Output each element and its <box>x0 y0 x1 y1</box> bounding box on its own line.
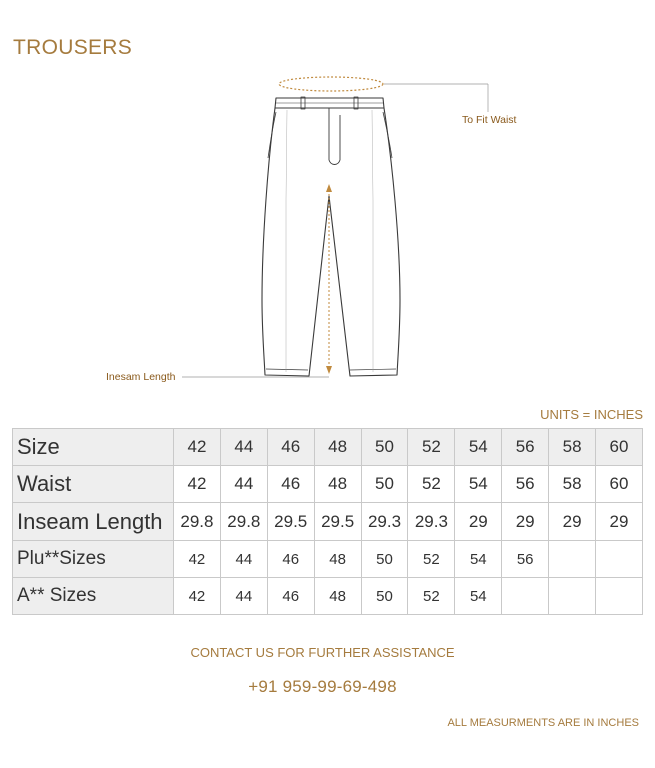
table-cell: 58 <box>549 466 596 503</box>
table-cell <box>596 578 643 615</box>
table-cell: 44 <box>220 429 267 466</box>
table-cell: 29 <box>549 503 596 541</box>
table-cell: 54 <box>455 429 502 466</box>
units-label: UNITS = INCHES <box>540 407 643 422</box>
row-label: A** Sizes <box>13 578 174 615</box>
page-title: TROUSERS <box>13 36 133 59</box>
table-cell: 48 <box>314 541 361 578</box>
table-cell <box>549 578 596 615</box>
table-cell: 46 <box>267 466 314 503</box>
table-cell: 56 <box>502 466 549 503</box>
size-chart-table <box>12 428 643 615</box>
table-cell: 29 <box>596 503 643 541</box>
waist-measure-ellipse <box>279 77 383 91</box>
table-cell: 52 <box>408 429 455 466</box>
inseam-label: Inesam Length <box>106 371 176 383</box>
table-cell: 29.5 <box>267 503 314 541</box>
table-cell: 52 <box>408 466 455 503</box>
table-cell: 54 <box>455 541 502 578</box>
table-cell: 48 <box>314 578 361 615</box>
row-label: Size <box>13 429 174 466</box>
table-cell: 60 <box>596 429 643 466</box>
table-cell: 42 <box>174 429 221 466</box>
table-cell: 50 <box>361 429 408 466</box>
contact-text: CONTACT US FOR FURTHER ASSISTANCE <box>190 645 455 660</box>
table-cell: 42 <box>174 466 221 503</box>
table-cell: 44 <box>220 541 267 578</box>
table-cell: 42 <box>174 541 221 578</box>
table-cell: 29.3 <box>361 503 408 541</box>
table-cell: 52 <box>408 578 455 615</box>
table-row-plus-sizes <box>13 541 643 578</box>
table-cell: 29.8 <box>220 503 267 541</box>
table-cell: 29.3 <box>408 503 455 541</box>
table-cell: 52 <box>408 541 455 578</box>
table-cell: 56 <box>502 541 549 578</box>
table-cell: 58 <box>549 429 596 466</box>
row-label: Inseam Length <box>13 503 174 541</box>
table-row-inseam <box>13 503 643 541</box>
table-cell: 46 <box>267 541 314 578</box>
table-cell: 44 <box>220 466 267 503</box>
table-cell: 29 <box>502 503 549 541</box>
row-label: Waist <box>13 466 174 503</box>
table-cell: 29.5 <box>314 503 361 541</box>
waist-label: To Fit Waist <box>462 114 517 126</box>
row-label: Plu**Sizes <box>13 541 174 578</box>
table-row-waist <box>13 466 643 503</box>
table-cell: 50 <box>361 466 408 503</box>
table-cell: 46 <box>267 429 314 466</box>
table-row-a-sizes <box>13 578 643 615</box>
table-cell: 29 <box>455 503 502 541</box>
table-cell: 50 <box>361 578 408 615</box>
table-cell: 46 <box>267 578 314 615</box>
table-cell: 54 <box>455 466 502 503</box>
table-cell: 42 <box>174 578 221 615</box>
table-cell: 44 <box>220 578 267 615</box>
table-cell <box>596 541 643 578</box>
table-cell: 29.8 <box>174 503 221 541</box>
footer-note: ALL MEASURMENTS ARE IN INCHES <box>447 717 639 729</box>
table-cell: 50 <box>361 541 408 578</box>
table-cell: 54 <box>455 578 502 615</box>
trousers-icon <box>262 97 400 376</box>
table-cell: 48 <box>314 429 361 466</box>
table-cell: 48 <box>314 466 361 503</box>
table-cell <box>502 578 549 615</box>
table-row-size <box>13 429 643 466</box>
phone-number[interactable]: +91 959-99-69-498 <box>248 677 397 696</box>
table-cell: 56 <box>502 429 549 466</box>
table-cell <box>549 541 596 578</box>
table-cell: 60 <box>596 466 643 503</box>
